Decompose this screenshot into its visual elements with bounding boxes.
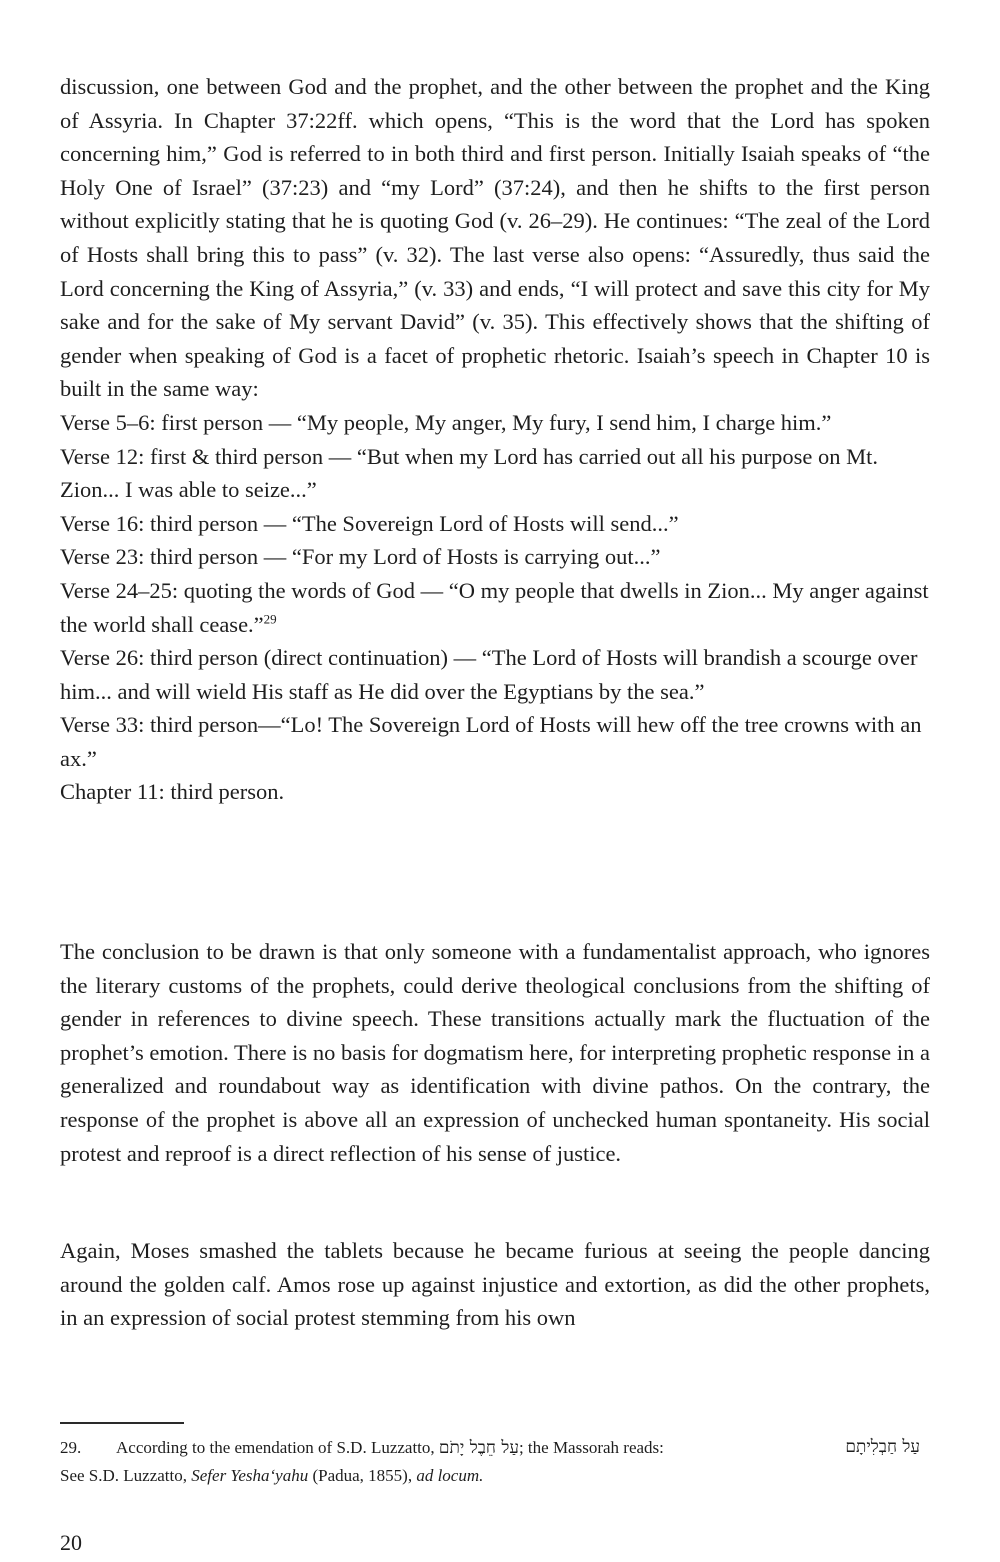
page-number: 20 — [60, 1530, 82, 1555]
paragraph-isaiah-rhetoric — [60, 70, 930, 809]
paragraph-text: The conclusion to be drawn is that only someone with a fundamentalist approach, who ignores the literary customs of the prophets, could derive theological conclusions from the shifting of gender in references to divine speech. These transitions actually mark the fluctuation of the prophet’s emotion. There is no basis for dogmatism here, for interpreting prophetic response in a generalized and roundabout way as identification with divine pathos. On the contrary, the response of the prophet is above all an expression of unchecked human spontaneity. His social protest and reproof is a direct reflection of his sense of justice. — [60, 939, 930, 1166]
footnote-text: See S.D. Luzzatto, — [60, 1466, 187, 1485]
footnote-text: (Padua, 1855), — [312, 1466, 413, 1485]
footnote-divider — [60, 1422, 184, 1424]
ad-locum: ad locum. — [416, 1466, 484, 1485]
verse-line: Verse 16: third person — “The Sovereign Lord of Hosts will send...” — [60, 510, 679, 536]
footnote-main — [60, 1434, 664, 1462]
verse-line: Verse 26: third person (direct continuation) — “The Lord of Hosts will brandish a scourge over him... and will wield His staff as He did over the Egyptians by the sea.” — [60, 645, 918, 704]
paragraph-text: Again, Moses smashed the tablets because he became furious at seeing the people dancing around the golden calf. Amos rose up against injustice and extortion, as did the other prophets, in an expression of social protest stemming from his own — [60, 1238, 930, 1331]
verse-line: Verse 12: first & third person — “But when my Lord has carried out all his purpose on Mt. Zion... I was able to seize...” — [60, 443, 878, 503]
hebrew-massorah: עַל חַבְלִיתָם — [845, 1437, 920, 1457]
footnote-29 — [60, 1434, 920, 1489]
paragraph-intro: discussion, one between God and the prophet, and the other between the prophet and the King of Assyria. In Chapter 37:22ff. which opens, “This is the word that the Lord has spoken concerning him,” God is referred to in both third and first person. Initially Isaiah speaks of “the Holy One of Israel” (37:23) and “my Lord” (37:24), and then he shifts to the first person without explicitly stating that he is quoting God (v. 26–29). He continues: “The zeal of the Lord of Hosts shall bring this to pass” (v. 32). The last verse also opens: “Assuredly, thus said the Lord concerning the King of Assyria,” (v. 33) and ends, “I will protect and save this city for My sake and for the sake of My servant David” (v. 35). This effectively shows that the shifting of gender when speaking of God is a facet of prophetic rhetoric. Isaiah’s speech in Chapter 10 is built in the same way: — [60, 74, 930, 402]
footnote-number: 29. — [60, 1438, 82, 1457]
verse-line: Verse 5–6: first person — “My people, My anger, My fury, I send him, I charge him.” — [60, 409, 832, 435]
verse-text: Verse 24–25: quoting the words of God — “O my people that dwells in Zion... My anger against the world shall cease.” — [60, 577, 929, 637]
verse-line: Verse 33: third person—“Lo! The Sovereign Lord of Hosts will hew off the tree crowns with an ax.” — [60, 712, 922, 771]
footnote-reference: 29 — [263, 611, 277, 626]
book-title: Sefer Yesha‘yahu — [191, 1466, 309, 1485]
verse-line: Verse 23: third person — “For my Lord of Hosts is carrying out...” — [60, 544, 661, 570]
paragraph-conclusion — [60, 935, 930, 1170]
footnote-line-1 — [60, 1434, 920, 1462]
verse-line: Chapter 11: third person. — [60, 779, 285, 805]
footnote-text: ; the Massorah reads: — [518, 1438, 664, 1457]
paragraph-moses-amos — [60, 1234, 930, 1335]
footnote-text: According to the emendation of S.D. Luzzatto, — [116, 1438, 435, 1457]
footnote-line-2 — [60, 1462, 920, 1489]
verse-line-with-footnote — [60, 574, 930, 641]
hebrew-emendation: עַל חֵבֶל יָתֹם — [438, 1438, 519, 1458]
